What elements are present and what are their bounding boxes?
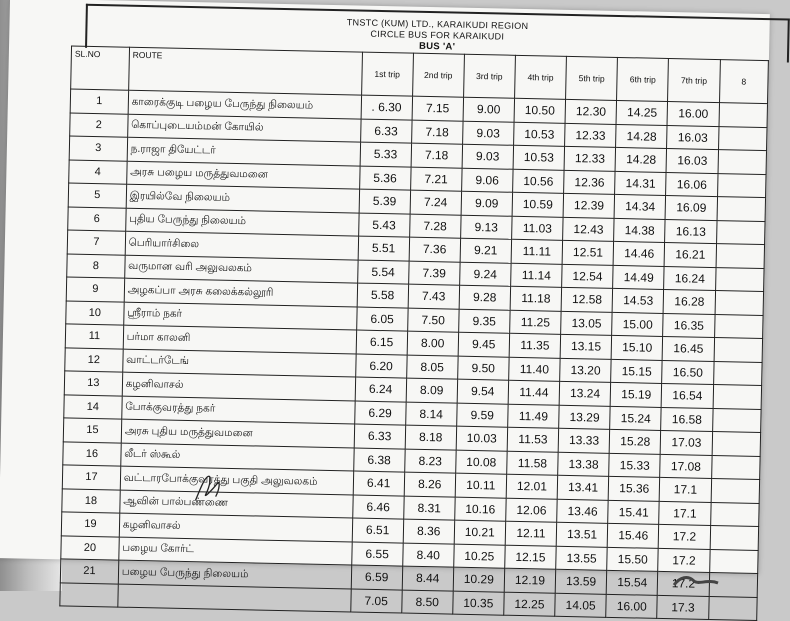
trip-time-cell: 10.21 [454,520,506,545]
trip-time-cell: 9.06 [461,168,513,193]
slno-header: SL.NO [71,46,130,90]
trip-time-cell: 11.18 [510,286,562,311]
trip-time-cell: 14.28 [615,147,667,172]
trip-time-cell: 5.58 [357,283,409,308]
trip-time-cell: 12.43 [563,217,615,242]
trip-time-cell: 12.01 [506,474,558,499]
trip-time-cell: 7.05 [350,588,402,613]
trip-time-cell: 9.03 [462,121,514,146]
trip-time-cell: 14.38 [614,218,666,243]
trip-time-cell: 14.05 [555,593,607,618]
route-stop-cell: அழகப்பா அரசு கலைக்கல்லூரி [124,278,357,306]
trip-time-cell: 16.35 [663,313,715,338]
trip-time-cell: 11.25 [510,310,562,335]
trip-time-cell: 15.50 [607,547,659,572]
trip-time-cell: 15.41 [608,500,660,525]
slno-cell: 1 [70,89,128,114]
trip-time-cell: 7.18 [411,143,462,168]
trip-time-cell: 6.51 [352,518,404,543]
trip-time-cell: 10.53 [513,145,565,170]
trip-time-cell: 9.54 [457,379,509,404]
slno-cell: 17 [62,465,120,490]
trip-time-cell: 17.03 [661,430,713,455]
trip-time-cell: 8.05 [406,355,457,380]
trip-time-cell: 7.50 [407,308,458,333]
trip-time-cell: 16.03 [666,149,718,174]
trip-time-cell: 16.54 [662,383,714,408]
trip-time-cell: 12.51 [562,240,614,265]
trip-time-cell: 17.2 [658,548,710,573]
slno-cell: 18 [62,488,120,513]
trip-time-cell: 6.20 [355,354,407,379]
trip-time-cell: 15.19 [610,382,662,407]
trip-time-cell: 6.29 [354,401,406,426]
trip-time-cell [713,361,762,386]
trip-time-cell: 7.36 [409,237,460,262]
trip-header: 3rd trip [463,54,515,98]
trip-time-cell: 13.05 [561,311,613,336]
slno-cell: 11 [65,324,123,349]
trip-time-cell: 13.29 [559,405,611,430]
trip-time-cell: 8.23 [404,449,455,474]
route-stop-cell: பெரியார்சிலை [125,231,358,259]
trip-time-cell: 12.15 [505,545,557,570]
trip-time-cell: 9.09 [461,191,513,216]
trip-time-cell: . 6.30 [361,95,413,120]
route-stop-cell: இரயில்வே நிலையம் [126,184,359,212]
trip-time-cell: 5.36 [359,166,411,191]
trip-time-cell: 6.41 [353,471,405,496]
trip-time-cell: 16.00 [667,102,719,127]
trip-time-cell: 16.03 [667,125,719,150]
trip-time-cell: 12.33 [564,146,616,171]
trip-time-cell: 8.36 [403,519,454,544]
handwritten-signature-mark [189,472,230,505]
slno-cell: 13 [64,371,122,396]
trip-time-cell [710,502,759,527]
trip-time-cell: 11.58 [507,451,559,476]
trip-time-cell: 13.24 [559,381,611,406]
trip-time-cell: 16.00 [606,594,658,619]
timetable-body [60,89,768,620]
trip-time-cell: 12.06 [506,498,558,523]
trip-time-cell: 11.44 [508,380,560,405]
trip-time-cell: 14.25 [616,100,668,125]
trip-time-cell: 13.46 [557,499,609,524]
trip-time-cell: 12.39 [563,193,615,218]
trip-time-cell: 17.2 [659,524,711,549]
trip-time-cell: 14.28 [616,124,668,149]
trip-time-cell: 14.31 [615,171,667,196]
trip-time-cell: 14.49 [613,265,665,290]
trip-time-cell: 15.36 [608,476,660,501]
route-stop-cell: போக்குவரத்து நகர் [121,396,354,424]
trip-time-cell: 10.35 [453,591,505,616]
trip-time-cell: 11.03 [512,216,564,241]
trip-header: 4th trip [514,55,566,99]
trip-time-cell: 12.36 [564,170,616,195]
trip-time-cell: 6.33 [354,424,406,449]
trip-time-cell [718,126,767,151]
slno-cell [60,582,118,607]
trip-time-cell: 11.40 [509,357,561,382]
bus-title: BUS 'A' [418,40,456,53]
slno-cell: 8 [67,253,125,278]
trip-time-cell: 5.54 [357,260,409,285]
trip-time-cell: 12.54 [562,264,614,289]
slno-cell: 19 [61,512,119,537]
route-stop-cell: அரசு புதிய மருத்துவமனை [121,419,354,447]
trip-time-cell [714,314,763,339]
trip-time-cell: 16.06 [666,172,718,197]
route-stop-cell: வருமான வரி அலுவலகம் [124,255,357,283]
trip-time-cell: 16.50 [662,360,714,385]
route-stop-cell: கொப்புடையம்மன் கோயில் [127,114,360,142]
slno-cell: 15 [63,418,121,443]
trip-time-cell: 9.45 [458,332,510,357]
trip-time-cell [716,220,765,245]
trip-time-cell: 16.09 [666,195,718,220]
trip-time-cell: 10.56 [513,169,565,194]
trip-time-cell: 16.45 [663,336,715,361]
trip-time-cell: 7.24 [410,190,461,215]
trip-time-cell: 15.46 [607,523,659,548]
corporation-title: TNSTC (KUM) LTD., KARAIKUDI REGION [346,17,529,32]
slno-cell: 20 [61,535,119,560]
trip-time-cell: 11.14 [511,263,563,288]
trip-time-cell: 9.24 [459,262,511,287]
trip-time-cell: 14.53 [612,288,664,313]
trip-time-cell: 16.21 [665,242,717,267]
trip-time-cell [715,291,764,316]
slno-cell: 5 [68,183,126,208]
trip-time-cell: 15.54 [606,570,658,595]
trip-time-cell: 13.20 [560,358,612,383]
route-stop-cell: ஆவின் பால்பண்ணை [120,490,353,518]
trip-time-cell: 9.35 [458,309,510,334]
route-stop-cell: கழனிவாசல் [119,513,352,541]
trip-time-cell: 12.30 [565,99,617,124]
route-stop-cell: காரைக்குடி பழைய பேருந்து நிலையம் [128,90,361,118]
trip-time-cell: 17.1 [659,501,711,526]
trip-time-cell: 10.03 [456,426,508,451]
trip-time-cell: 15.33 [609,453,661,478]
trip-time-cell: 8.50 [402,590,453,615]
trip-header: 8 [719,60,768,104]
trip-time-cell: 8.18 [405,425,456,450]
trip-time-cell: 13.59 [555,569,607,594]
trip-time-cell: 10.08 [455,450,507,475]
trip-time-cell: 8.26 [404,472,455,497]
trip-time-cell: 6.59 [351,565,403,590]
route-stop-cell: வாட்டர்டேங் [122,349,355,377]
trip-time-cell: 16.13 [665,219,717,244]
trip-time-cell: 7.43 [408,284,459,309]
trip-time-cell: 12.19 [504,568,556,593]
trip-time-cell: 6.05 [356,307,408,332]
trip-time-cell: 5.43 [358,213,410,238]
trip-time-cell: 9.50 [457,356,509,381]
trip-time-cell: 5.39 [359,189,411,214]
trip-time-cell [715,267,764,292]
trip-time-cell [717,197,766,222]
route-stop-cell: பர்மா காலனி [123,325,356,353]
trip-time-cell: 9.21 [460,238,512,263]
trip-time-cell: 8.14 [405,402,456,427]
trip-time-cell [711,455,760,480]
trip-time-cell: 14.46 [613,241,665,266]
route-stop-cell [118,584,351,612]
trip-time-cell [711,479,760,504]
trip-time-cell: 13.38 [558,452,610,477]
trip-time-cell: 15.28 [609,429,661,454]
trip-time-cell: 9.00 [463,97,515,122]
trip-time-cell: 17.3 [657,595,709,620]
route-stop-cell: லீடர் ஸ்கூல் [121,443,354,471]
trip-time-cell: 10.29 [453,567,505,592]
route-stop-cell: பழைய கோர்ட் [119,537,352,565]
trip-time-cell: 13.41 [557,475,609,500]
route-stop-cell: ஸ்ரீராம் நகர் [123,302,356,330]
trip-time-cell: 10.11 [455,473,507,498]
trip-time-cell [719,103,768,128]
trip-time-cell: 17.2 [658,571,710,596]
trip-time-cell: 13.55 [556,546,608,571]
trip-time-cell: 16.24 [664,266,716,291]
trip-time-cell: 7.28 [409,214,460,239]
trip-header: 2nd trip [412,53,464,97]
route-stop-cell: புதிய பேருந்து நிலையம் [125,208,358,236]
slno-cell: 3 [69,136,127,161]
trip-time-cell: 12.25 [504,592,556,617]
slno-cell: 7 [67,230,125,255]
trip-time-cell: 15.15 [611,359,663,384]
trip-time-cell: 12.58 [561,287,613,312]
slno-cell: 16 [63,441,121,466]
trip-time-cell [717,173,766,198]
trip-header: 5th trip [566,56,618,100]
trip-time-cell: 15.00 [612,312,664,337]
timetable-grid [59,45,769,620]
trip-time-cell: 8.09 [406,378,457,403]
trip-time-cell [716,244,765,269]
trip-time-cell: 8.40 [403,543,454,568]
trip-time-cell: 11.11 [511,239,563,264]
trip-time-cell: 8.31 [403,496,454,521]
trip-time-cell: 11.53 [507,427,559,452]
trip-time-cell: 7.18 [411,120,462,145]
trip-time-cell: 11.35 [509,333,561,358]
trip-time-cell: 9.28 [459,285,511,310]
trip-time-cell: 10.16 [454,497,506,522]
trip-time-cell: 10.50 [514,98,566,123]
trip-time-cell [708,596,757,621]
slno-cell: 9 [66,277,124,302]
route-stop-cell: பழைய பேருந்து நிலையம் [118,560,351,588]
trip-time-cell: 8.44 [402,566,453,591]
trip-time-cell: 6.15 [356,330,408,355]
trip-time-cell: 6.33 [360,119,412,144]
trip-time-cell: 12.33 [565,123,617,148]
slno-cell: 2 [70,112,128,137]
trip-time-cell [718,150,767,175]
trip-time-cell: 9.03 [462,144,514,169]
pen-smudge-mark [668,565,730,591]
slno-cell: 4 [69,159,127,184]
trip-time-cell: 7.39 [408,261,459,286]
trip-time-cell [710,525,759,550]
trip-time-cell: 14.34 [614,194,666,219]
trip-time-cell: 8.00 [407,331,458,356]
trip-time-cell: 7.21 [410,167,461,192]
trip-time-cell: 6.55 [351,541,403,566]
trip-time-cell: 15.10 [611,335,663,360]
trip-time-cell: 6.24 [355,377,407,402]
trip-time-cell: 7.15 [412,96,463,121]
trip-time-cell: 10.59 [512,192,564,217]
trip-time-cell: 17.1 [660,477,712,502]
trip-time-cell: 6.38 [353,448,405,473]
trip-time-cell: 13.15 [560,334,612,359]
trip-time-cell: 16.28 [664,289,716,314]
trip-time-cell: 17.08 [660,454,712,479]
slno-cell: 14 [64,394,122,419]
trip-time-cell: 13.51 [556,522,608,547]
slno-cell: 12 [65,347,123,372]
trip-time-cell: 6.46 [352,494,404,519]
trip-time-cell: 11.49 [508,404,560,429]
trip-time-cell: 16.58 [661,407,713,432]
route-header: ROUTE [128,47,362,95]
trip-header: 6th trip [617,57,669,101]
route-stop-cell: வட்டாரபோக்குவரத்து பகுதி அலுவலகம் [120,466,353,494]
service-title: CIRCLE BUS FOR KARAIKUDI [370,28,505,42]
trip-time-cell [714,338,763,363]
slno-cell: 6 [68,206,126,231]
trip-time-cell: 5.33 [360,142,412,167]
trip-time-cell: 9.59 [456,403,508,428]
route-stop-cell: கழனிவாசல் [122,372,355,400]
trip-time-cell: 15.24 [610,406,662,431]
trip-header: 1st trip [361,52,413,96]
trip-time-cell: 12.11 [505,521,557,546]
trip-time-cell [712,408,761,433]
trip-time-cell [712,432,761,457]
trip-time-cell: 9.13 [460,215,512,240]
trip-time-cell: 10.25 [453,544,505,569]
trip-time-cell: 10.53 [514,122,566,147]
slno-cell: 21 [60,559,118,584]
trip-header: 7th trip [668,59,720,103]
trip-time-cell [713,385,762,410]
trip-time-cell: 5.51 [358,236,410,261]
slno-cell: 10 [66,300,124,325]
route-stop-cell: அரசு பழைய மருத்துவமனை [126,161,359,189]
trip-time-cell: 13.33 [558,428,610,453]
route-stop-cell: ந.ராஜா தியேட்டர் [127,137,360,165]
